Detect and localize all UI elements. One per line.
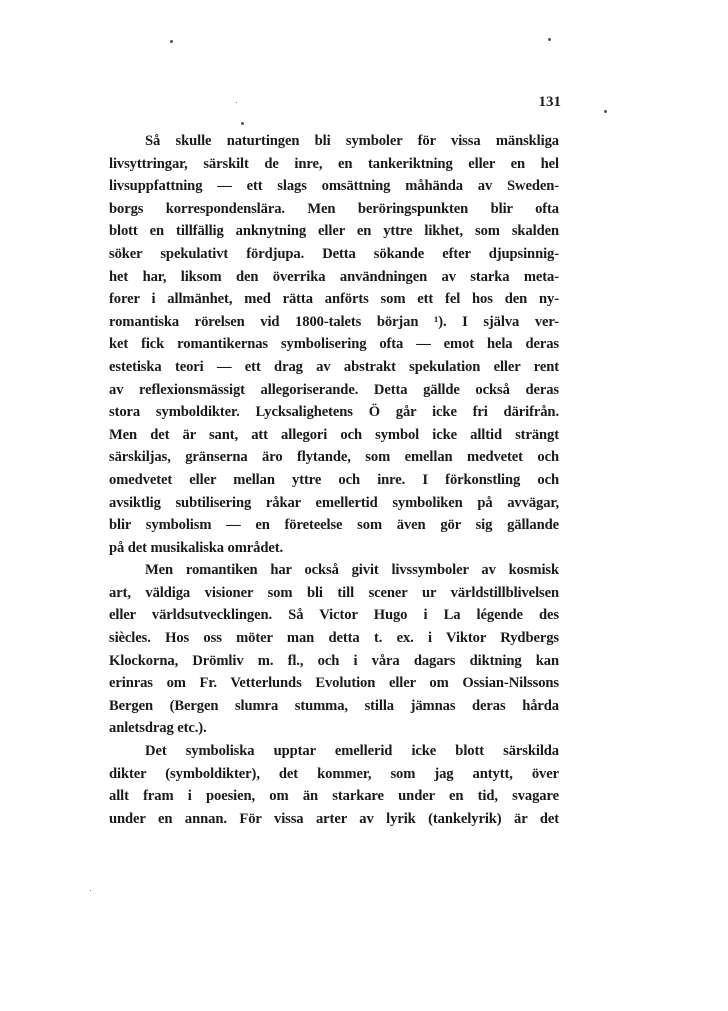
text-line: romantiska rörelsen vid 1800-talets början ¹). I själva ver- — [109, 313, 559, 330]
text-line: Det symboliska upptar emellerid icke blott särskilda — [145, 743, 559, 760]
text-line: under en annan. För vissa arter av lyrik (tankelyrik) är det — [109, 810, 559, 827]
print-speck — [241, 122, 244, 125]
text-line: anletsdrag etc.). — [109, 720, 207, 737]
text-line: Så skulle naturtingen bli symboler för vissa mänskliga — [145, 133, 559, 149]
text-line: eller världsutvecklingen. Så Victor Hugo i La légende des — [109, 607, 559, 624]
text-line: het har, liksom den överrika användningen av starka meta- — [109, 268, 559, 285]
text-line: på det musikaliska området. — [109, 539, 284, 556]
text-line: blir symbolism — en företeelse som även gör sig gällande — [109, 517, 559, 534]
text-line: av reflexionsmässigt allegoriserande. Detta gällde också deras — [109, 381, 559, 398]
text-line: Klockorna, Drömliv m. fl., och i våra dagars diktning kan — [109, 652, 559, 669]
text-line: avsiktlig subtilisering råkar emellertid symboliken på avvägar, — [109, 494, 559, 511]
print-speck — [170, 40, 173, 43]
text-line: forer i allmänhet, med rätta anförts som ett fel hos den ny- — [109, 291, 559, 308]
text-line: omedvetet eller mellan yttre och inre. I förkonstling och — [109, 471, 559, 488]
text-line: särskiljas, gränserna äro flytande, som emellan medvetet och — [109, 449, 559, 466]
text-line: art, väldiga visioner som bli till scener ur världstillblivelsen — [109, 584, 559, 601]
text-line: livsuppfattning — ett slags omsättning måhända av Sweden- — [109, 178, 559, 195]
print-speck — [548, 38, 551, 41]
text-line: Men romantiken har också givit livssymboler av kosmisk — [145, 562, 559, 579]
paragraph — [109, 740, 559, 830]
paragraph — [109, 559, 559, 740]
text-line: borgs korrespondenslära. Men beröringspunkten blir ofta — [109, 200, 559, 217]
text-line: ket fick romantikernas symbolisering ofta — emot hela deras — [109, 336, 559, 353]
print-speck — [236, 102, 237, 103]
print-speck — [90, 890, 91, 891]
text-line: Men det är sant, att allegori och symbol icke alltid strängt — [109, 426, 559, 443]
text-line: Bergen (Bergen slumra stumma, stilla jämnas deras hårda — [109, 697, 559, 714]
text-line: livsyttringar, särskilt de inre, en tankeriktning eller en hel — [109, 155, 559, 172]
paragraph — [109, 130, 559, 559]
text-line: blott en tillfällig anknytning eller en yttre likhet, som skalden — [109, 223, 559, 240]
text-line: erinras om Fr. Vetterlunds Evolution eller om Ossian-Nilssons — [109, 675, 559, 692]
text-line: estetiska teori — ett drag av abstrakt spekulation eller rent — [109, 358, 559, 375]
print-speck — [604, 110, 607, 113]
text-line: stora symboldikter. Lycksalighetens Ö går icke fri därifrån. — [109, 404, 559, 421]
body-text — [109, 130, 559, 830]
text-line: siècles. Hos oss möter man detta t. ex. i Viktor Rydbergs — [109, 630, 559, 647]
text-line: söker spekulativt fördjupa. Detta sökande efter djupsinnig- — [109, 245, 559, 262]
page-number: 131 — [538, 94, 561, 110]
text-line: dikter (symboldikter), det kommer, som jag antytt, över — [109, 765, 559, 782]
text-line: allt fram i poesien, om än starkare under en tid, svagare — [109, 788, 559, 805]
